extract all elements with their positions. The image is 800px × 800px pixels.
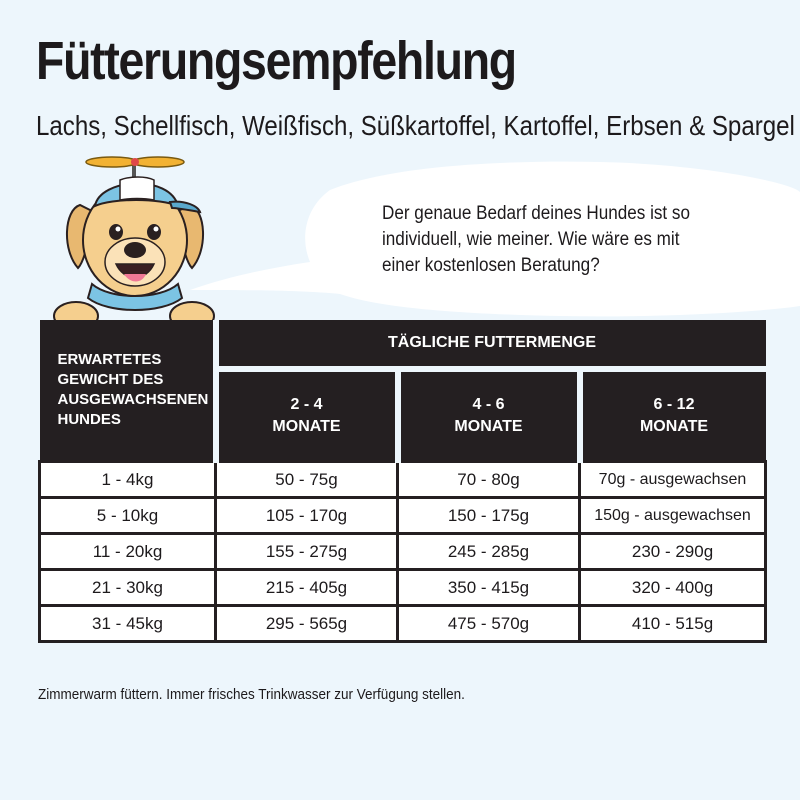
bubble-line: individuell, wie meiner. Wie wäre es mit xyxy=(382,229,680,250)
age-range: 4 - 6 xyxy=(472,396,505,413)
age-column-header xyxy=(580,369,766,462)
footnote: Zimmerwarm füttern. Immer frisches Trinkwasser zur Verfügung stellen. xyxy=(38,686,465,703)
age-range: 6 - 12 xyxy=(653,396,695,413)
table-row xyxy=(40,498,766,534)
amount-cell: 150 - 175g xyxy=(398,498,580,534)
weight-cell: 1 - 4kg xyxy=(40,462,216,498)
amount-cell: 155 - 275g xyxy=(216,534,398,570)
age-unit: MONATE xyxy=(454,418,523,435)
amount-cell: 150g - ausgewachsen xyxy=(580,498,766,534)
page-subtitle: Lachs, Schellfisch, Weißfisch, Süßkartoffel, Kartoffel, Erbsen & Spargel xyxy=(36,110,795,141)
amount-cell: 350 - 415g xyxy=(398,570,580,606)
age-range: 2 - 4 xyxy=(290,396,323,413)
age-column-header xyxy=(216,369,398,462)
amount-cell: 70 - 80g xyxy=(398,462,580,498)
age-column-header xyxy=(398,369,580,462)
amount-cell: 475 - 570g xyxy=(398,606,580,642)
weight-header-line: AUSGEWACHSENEN xyxy=(57,391,209,408)
weight-cell: 5 - 10kg xyxy=(40,498,216,534)
amount-cell: 320 - 400g xyxy=(580,570,766,606)
weight-cell: 11 - 20kg xyxy=(40,534,216,570)
amount-cell: 50 - 75g xyxy=(216,462,398,498)
amount-cell: 410 - 515g xyxy=(580,606,766,642)
amount-cell: 230 - 290g xyxy=(580,534,766,570)
table-row xyxy=(40,606,766,642)
weight-cell: 21 - 30kg xyxy=(40,570,216,606)
bubble-line: Der genaue Bedarf deines Hundes ist so xyxy=(382,203,690,224)
amount-cell: 215 - 405g xyxy=(216,570,398,606)
amount-cell: 295 - 565g xyxy=(216,606,398,642)
table-row xyxy=(40,462,766,498)
bubble-line: einer kostenlosen Beratung? xyxy=(382,255,600,276)
weight-column-header xyxy=(40,320,216,462)
weight-header-line: ERWARTETES xyxy=(57,351,162,368)
speech-bubble-text xyxy=(382,201,688,279)
table-row xyxy=(40,570,766,606)
weight-header-line: HUNDES xyxy=(57,411,121,428)
feeding-table xyxy=(38,320,767,643)
amount-cell: 105 - 170g xyxy=(216,498,398,534)
age-unit: MONATE xyxy=(639,418,709,435)
daily-amount-header: TÄGLICHE FUTTERMENGE xyxy=(216,320,766,369)
page-title: Fütterungsempfehlung xyxy=(36,31,516,91)
amount-cell: 70g - ausgewachsen xyxy=(580,462,766,498)
age-unit: MONATE xyxy=(272,418,341,435)
amount-cell: 245 - 285g xyxy=(398,534,580,570)
weight-cell: 31 - 45kg xyxy=(40,606,216,642)
table-row xyxy=(40,534,766,570)
weight-header-line: GEWICHT DES xyxy=(57,371,164,388)
dog-mascot-icon xyxy=(50,150,220,330)
